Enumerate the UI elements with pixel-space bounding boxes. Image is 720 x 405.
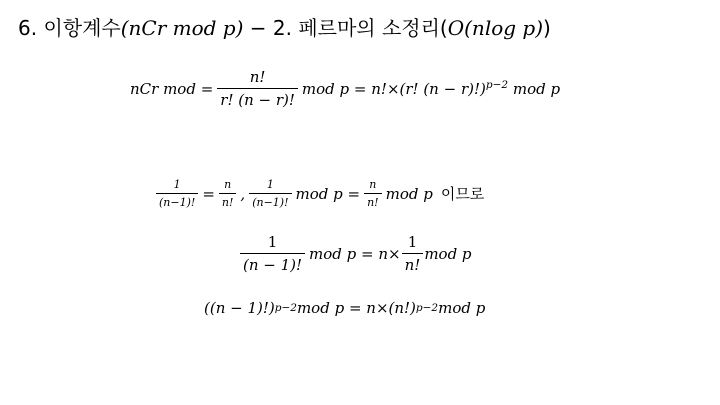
eq3-f1-denominator: (n − 1)! <box>240 253 305 274</box>
eq2-fraction-1 <box>156 178 198 209</box>
eq2-fraction-2 <box>219 178 237 209</box>
equation-fermat-power <box>204 299 485 317</box>
title-suffix: ) <box>543 16 551 40</box>
eq3-mid: mod p = n× <box>309 244 401 263</box>
eq2-f4-numerator: n <box>369 178 377 191</box>
eq2-f1-numerator: 1 <box>173 178 181 191</box>
eq2-mid: mod p = <box>295 184 361 203</box>
eq1-fraction <box>217 68 298 109</box>
title-math-ncr: (nCr mod p) <box>120 16 244 40</box>
eq2-fraction-3 <box>249 178 291 209</box>
equation-ncr-mod <box>130 68 560 109</box>
eq2-f2-numerator: n <box>224 178 232 191</box>
eq1-rhs-mod: mod p <box>512 80 561 98</box>
eq3-f2-denominator: n! <box>402 253 424 274</box>
eq2-f3-denominator: (n−1)! <box>249 193 291 209</box>
eq3-fraction-1 <box>240 233 305 274</box>
eq1-numerator: n! <box>249 68 266 86</box>
eq2-comma: , <box>240 184 246 203</box>
eq1-lhs: nCr mod = <box>130 79 214 98</box>
eq2-f4-denominator: n! <box>364 193 382 209</box>
slide-title <box>18 12 551 41</box>
eq4-end: mod p <box>438 299 486 317</box>
eq4-middle: mod p = n×(n!) <box>296 299 416 317</box>
eq4-middle-exponent: p−2 <box>415 302 439 314</box>
eq3-end: mod p <box>424 244 472 263</box>
eq4-base-exponent: p−2 <box>274 302 297 314</box>
eq3-fraction-2 <box>402 233 424 274</box>
eq1-rhs <box>302 79 560 98</box>
equation-inverse-relation <box>152 178 484 209</box>
eq3-f2-numerator: 1 <box>407 233 418 251</box>
title-middle: − 2. 페르마의 소정리( <box>243 16 448 40</box>
eq1-rhs-base: mod p = n!×(r! (n − r)!) <box>301 80 486 98</box>
title-math-complexity: O(nlog p) <box>447 16 544 40</box>
eq3-f1-numerator: 1 <box>267 233 278 251</box>
eq2-equals: = <box>202 184 215 203</box>
eq2-f2-denominator: n! <box>219 193 237 209</box>
title-prefix: 6. 이항계수 <box>18 16 121 40</box>
eq1-denominator: r! (n − r)! <box>217 88 298 109</box>
eq4-base: ((n − 1)!) <box>204 299 275 317</box>
equation-inverse-mod <box>236 233 472 274</box>
eq2-f3-numerator: 1 <box>266 178 274 191</box>
eq2-end: mod p <box>385 184 433 203</box>
eq1-rhs-exponent: p−2 <box>485 79 509 91</box>
eq2-fraction-4 <box>364 178 382 209</box>
eq2-korean-text: 이므로 <box>440 185 485 203</box>
eq2-f1-denominator: (n−1)! <box>156 193 198 209</box>
